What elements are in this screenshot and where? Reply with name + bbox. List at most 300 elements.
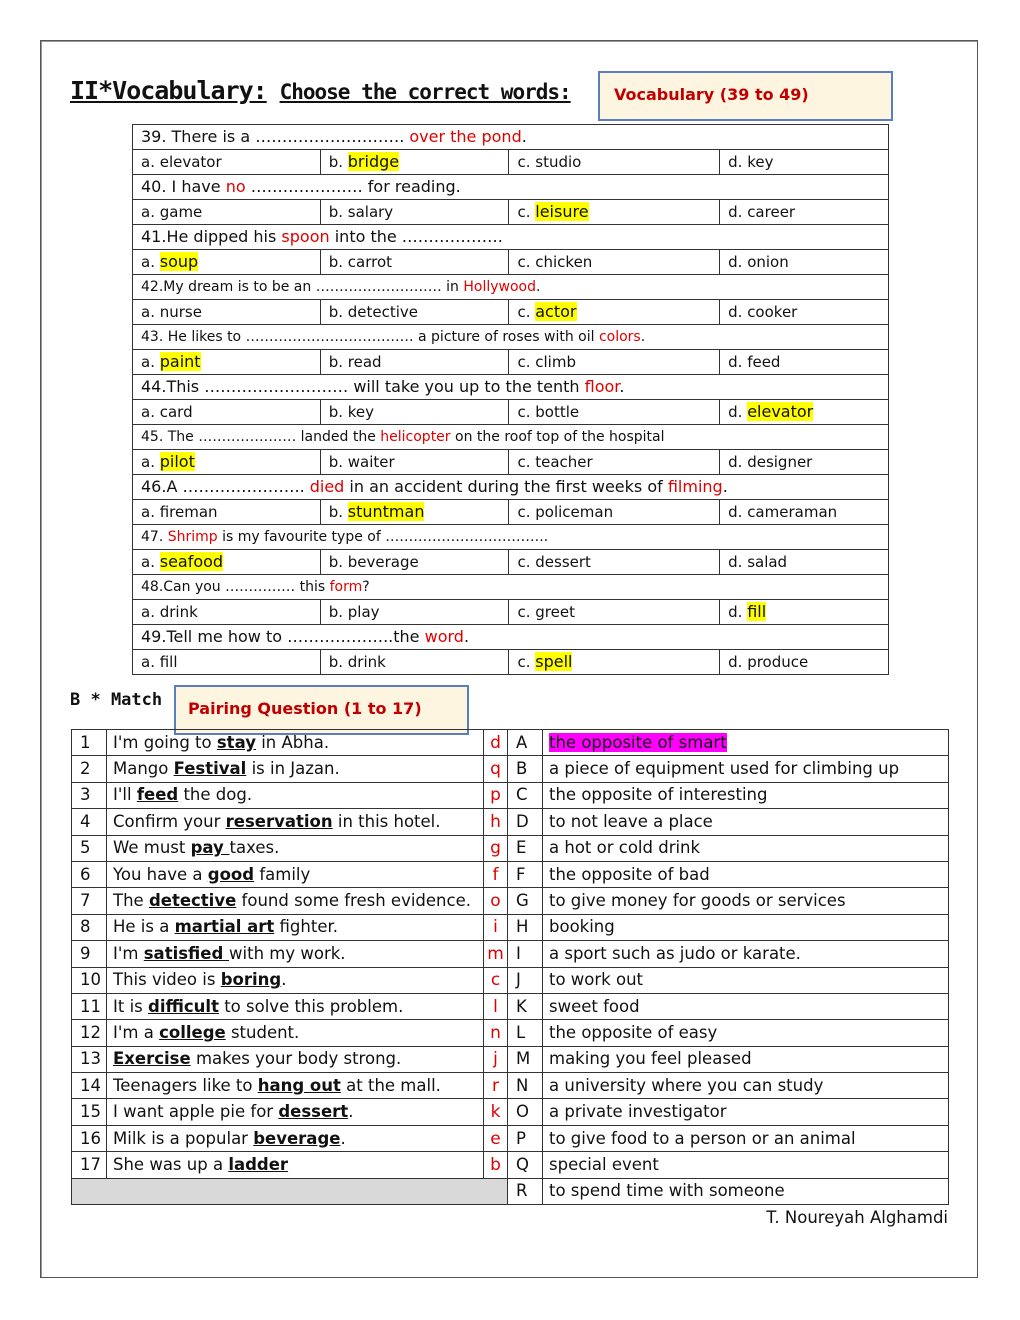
option-cell[interactable] [720, 550, 889, 575]
option-word: key [347, 403, 375, 421]
sentence-keyword: Exercise [113, 1049, 191, 1069]
definition-letter [508, 1152, 543, 1178]
definition-letter [508, 756, 543, 782]
option-letter: d. [728, 603, 748, 621]
match-number [72, 1046, 107, 1072]
match-number [72, 809, 107, 835]
option-cell[interactable] [133, 300, 321, 325]
question-stem [133, 225, 889, 250]
match-answer[interactable] [484, 888, 508, 914]
match-answer[interactable] [484, 1020, 508, 1046]
option-letter: c. [517, 203, 536, 221]
sentence-text: at the mall. [340, 1075, 441, 1095]
option-cell[interactable] [320, 400, 509, 425]
sentence-keyword: stay [216, 732, 256, 752]
sentence-keyword: dessert [278, 1102, 349, 1122]
option-cell[interactable] [720, 200, 889, 225]
definition-letter [508, 888, 543, 914]
definition-letter [508, 941, 543, 967]
option-cell[interactable] [509, 150, 720, 175]
letter: C [516, 785, 528, 805]
option-cell[interactable] [133, 450, 321, 475]
option-word: carrot [347, 253, 393, 271]
match-number [72, 1099, 107, 1125]
letter: F [516, 864, 526, 884]
match-answer[interactable] [484, 1152, 508, 1178]
match-answer[interactable] [484, 1099, 508, 1125]
question-row [133, 125, 889, 150]
option-word: policeman [535, 503, 614, 521]
question-number: 49 [141, 627, 162, 646]
sentence-text: family [254, 864, 311, 884]
match-sentence [107, 1152, 484, 1178]
option-word: feed [747, 353, 781, 371]
option-cell[interactable] [320, 600, 509, 625]
option-cell[interactable] [509, 450, 720, 475]
row-number: 11 [80, 996, 101, 1016]
options-row [133, 250, 889, 275]
answer-letter: o [490, 891, 501, 912]
option-cell[interactable] [509, 400, 720, 425]
option-cell[interactable] [133, 150, 321, 175]
option-answer-highlighted: paint [159, 352, 201, 371]
match-answer[interactable] [484, 1073, 508, 1099]
sentence-text: is in Jazan. [246, 759, 340, 779]
match-answer[interactable] [484, 835, 508, 861]
match-number [72, 1073, 107, 1099]
option-letter: c. [517, 303, 536, 321]
option-cell[interactable] [720, 450, 889, 475]
definition: sweet food [549, 996, 640, 1016]
option-cell[interactable] [720, 250, 889, 275]
answer-letter: k [490, 1102, 501, 1123]
option-word: fireman [159, 503, 218, 521]
options-row [133, 650, 889, 675]
option-cell[interactable] [720, 150, 889, 175]
match-row [72, 861, 949, 887]
option-cell[interactable] [720, 600, 889, 625]
option-word: salary [347, 203, 394, 221]
option-cell[interactable] [509, 500, 720, 525]
option-cell[interactable] [509, 250, 720, 275]
option-letter: c. [517, 353, 536, 371]
match-answer[interactable] [484, 1125, 508, 1151]
definition: a sport such as judo or karate. [549, 943, 801, 963]
vocab-range-label: Vocabulary (39 to 49) [614, 85, 809, 104]
option-cell[interactable] [133, 200, 321, 225]
match-number [72, 914, 107, 940]
option-cell[interactable] [320, 300, 509, 325]
match-row [72, 1046, 949, 1072]
option-cell[interactable] [133, 550, 321, 575]
definition-text [543, 914, 949, 940]
definition: to not leave a place [549, 811, 713, 831]
definition-letter [508, 1020, 543, 1046]
question-stem [133, 325, 889, 350]
question-number: 45 [141, 429, 159, 445]
options-row [133, 350, 889, 375]
sentence-text: taxes. [229, 838, 280, 858]
pairing-range-box [174, 685, 469, 735]
question-text: .A ………………….. [161, 477, 310, 496]
option-cell[interactable] [320, 350, 509, 375]
question-text: died [309, 477, 345, 496]
letter: B [516, 759, 528, 779]
option-answer-highlighted: spell [535, 652, 573, 671]
definition-letter [508, 809, 543, 835]
row-number: 10 [80, 970, 101, 990]
question-stem [133, 475, 889, 500]
question-stem [133, 275, 889, 300]
match-answer[interactable] [484, 1046, 508, 1072]
row-number: 12 [80, 1022, 101, 1042]
option-word: fill [159, 653, 178, 671]
answer-letter: g [490, 838, 501, 859]
match-sentence [107, 1046, 484, 1072]
option-letter: a. [141, 403, 160, 421]
option-cell[interactable] [509, 350, 720, 375]
option-word: salad [747, 553, 788, 571]
sentence-keyword: ladder [228, 1154, 289, 1174]
question-number: 42 [141, 279, 159, 295]
option-word: bottle [535, 403, 580, 421]
option-cell[interactable] [720, 400, 889, 425]
option-letter: d. [728, 303, 748, 321]
match-sentence [107, 861, 484, 887]
answer-letter: r [492, 1075, 499, 1096]
match-number [72, 730, 107, 756]
sentence-keyword: college [159, 1022, 226, 1042]
definition-text [543, 967, 949, 993]
option-letter: b. [328, 603, 348, 621]
definition: a piece of equipment used for climbing up [549, 759, 900, 779]
option-cell[interactable] [320, 450, 509, 475]
sentence-text: It is [113, 996, 149, 1016]
option-letter: a. [141, 653, 160, 671]
match-row [72, 993, 949, 1019]
option-letter: a. [141, 203, 160, 221]
question-number: 43 [141, 329, 159, 345]
sentence-keyword: reservation [225, 811, 333, 831]
question-text: .My dream is to be an ……………………… in [158, 279, 464, 295]
option-word: drink [347, 653, 386, 671]
option-cell[interactable] [320, 550, 509, 575]
sentence-text: I'm going to [113, 732, 217, 752]
answer-letter: l [493, 996, 498, 1017]
option-letter: d. [728, 403, 748, 421]
sentence-text: I want apple pie for [113, 1102, 279, 1122]
option-word: beverage [347, 553, 419, 571]
sentence-text: . [281, 970, 287, 990]
row-number: 6 [80, 864, 91, 884]
option-cell[interactable] [509, 200, 720, 225]
option-cell[interactable] [320, 250, 509, 275]
question-text: . [158, 529, 168, 545]
match-title: B * Match [70, 690, 163, 710]
sentence-keyword: good [207, 864, 255, 884]
definition-text [543, 888, 949, 914]
question-text: . He likes to ……………………………… a picture of roses with oil [158, 329, 599, 345]
sentence-keyword: satisfied [143, 943, 230, 963]
match-row [72, 1099, 949, 1125]
question-text: .Can you …………… this [158, 579, 330, 595]
definition-letter [508, 1099, 543, 1125]
match-row [72, 835, 949, 861]
question-number: 44 [141, 377, 162, 396]
sentence-text: I'll [113, 785, 137, 805]
question-text: . [463, 627, 470, 646]
match-number [72, 888, 107, 914]
sentence-text: The [113, 891, 149, 911]
match-sentence [107, 809, 484, 835]
match-sentence [107, 756, 484, 782]
definition: the opposite of smart [549, 732, 727, 752]
question-text: into the ………………. [329, 227, 503, 246]
option-letter: d. [728, 453, 748, 471]
row-number: 2 [80, 759, 91, 779]
question-text: Hollywood [463, 279, 536, 295]
letter: D [516, 811, 529, 831]
option-word: climb [535, 353, 576, 371]
answer-letter: f [492, 864, 499, 885]
match-sentence [107, 941, 484, 967]
option-cell[interactable] [320, 200, 509, 225]
letter: H [516, 917, 529, 937]
option-cell[interactable] [133, 600, 321, 625]
option-letter: d. [728, 203, 748, 221]
options-row [133, 550, 889, 575]
definition-text [543, 782, 949, 808]
question-text: filming [667, 477, 723, 496]
definition-text [543, 861, 949, 887]
option-letter: c. [517, 653, 536, 671]
definition-text [543, 1152, 949, 1178]
sentence-text: the dog. [178, 785, 253, 805]
match-number [72, 835, 107, 861]
options-row [133, 200, 889, 225]
question-text: . [640, 329, 646, 345]
match-number [72, 756, 107, 782]
question-row [133, 575, 889, 600]
definition-text [543, 1099, 949, 1125]
option-letter: b. [328, 553, 348, 571]
question-row [133, 375, 889, 400]
option-cell[interactable] [320, 500, 509, 525]
definition: booking [549, 917, 615, 937]
sentence-text: Confirm your [113, 811, 226, 831]
question-text: on the roof top of the hospital [450, 429, 665, 445]
match-answer[interactable] [484, 993, 508, 1019]
sentence-keyword: feed [136, 785, 179, 805]
question-text: . [521, 127, 527, 146]
sentence-text: with my work. [229, 943, 346, 963]
option-answer-highlighted: stuntman [347, 502, 425, 521]
match-number [72, 993, 107, 1019]
answer-letter: e [490, 1128, 501, 1149]
sentence-keyword: detective [148, 891, 237, 911]
definition-text [543, 993, 949, 1019]
match-sentence [107, 993, 484, 1019]
sentence-keyword: boring [220, 970, 282, 990]
match-sentence [107, 1125, 484, 1151]
question-text: ………………… for reading. [245, 177, 461, 196]
option-letter: b. [328, 203, 348, 221]
row-number: 9 [80, 943, 91, 963]
question-number: 47 [141, 529, 159, 545]
question-stem [133, 425, 889, 450]
question-text: floor [584, 377, 620, 396]
question-text: . [619, 377, 625, 396]
definition-text [543, 1073, 949, 1099]
option-letter: a. [141, 453, 160, 471]
sentence-keyword: martial art [174, 917, 275, 937]
option-word: key [747, 153, 774, 171]
match-row [72, 782, 949, 808]
option-word: waiter [347, 453, 395, 471]
author-name: T. Noureyah Alghamdi [766, 1208, 948, 1227]
definition-text [543, 756, 949, 782]
option-word: cooker [747, 303, 798, 321]
options-row [133, 500, 889, 525]
option-answer-highlighted: seafood [159, 552, 224, 571]
option-word: drink [159, 603, 198, 621]
question-text: word [424, 627, 464, 646]
title-instruction: Choose the correct words: [279, 80, 571, 104]
question-number: 39 [141, 127, 162, 146]
option-cell[interactable] [133, 650, 321, 675]
letter: O [516, 1102, 529, 1122]
option-word: elevator [159, 153, 222, 171]
match-number [72, 967, 107, 993]
vocab-range-box [598, 71, 893, 121]
question-row [133, 525, 889, 550]
option-letter: d. [728, 153, 748, 171]
letter: J [516, 970, 521, 990]
match-answer[interactable] [484, 782, 508, 808]
definition-text [543, 809, 949, 835]
question-text: .He dipped his [161, 227, 282, 246]
option-letter: b. [328, 403, 348, 421]
question-row [133, 175, 889, 200]
option-letter: c. [517, 153, 536, 171]
answer-letter: i [493, 917, 498, 938]
option-cell[interactable] [133, 500, 321, 525]
option-cell[interactable] [509, 300, 720, 325]
sentence-text: We must [113, 838, 191, 858]
definition-letter [508, 835, 543, 861]
option-cell[interactable] [509, 650, 720, 675]
row-number: 13 [80, 1049, 101, 1069]
row-number: 3 [80, 785, 91, 805]
question-stem [133, 625, 889, 650]
answer-letter: q [490, 759, 501, 780]
option-word: teacher [535, 453, 593, 471]
option-letter: a. [141, 253, 160, 271]
match-row [72, 1125, 949, 1151]
option-word: produce [747, 653, 809, 671]
pairing-range-label: Pairing Question (1 to 17) [188, 699, 422, 718]
question-text: . [722, 477, 728, 496]
option-cell[interactable] [320, 650, 509, 675]
match-answer[interactable] [484, 756, 508, 782]
match-answer[interactable] [484, 967, 508, 993]
option-cell[interactable] [133, 250, 321, 275]
definition-letter [508, 861, 543, 887]
option-letter: d. [728, 553, 748, 571]
match-sentence [107, 888, 484, 914]
option-word: play [347, 603, 380, 621]
options-row [133, 450, 889, 475]
definition: a private investigator [549, 1102, 727, 1122]
match-answer[interactable] [484, 809, 508, 835]
question-stem [133, 525, 889, 550]
match-answer[interactable] [484, 941, 508, 967]
match-answer[interactable] [484, 914, 508, 940]
question-stem [133, 175, 889, 200]
option-cell[interactable] [720, 650, 889, 675]
row-number: 4 [80, 811, 91, 831]
answer-letter: m [487, 943, 504, 964]
option-cell[interactable] [320, 150, 509, 175]
definition-letter [508, 1125, 543, 1151]
row-number: 15 [80, 1102, 101, 1122]
option-cell[interactable] [720, 500, 889, 525]
definition: the opposite of easy [549, 1022, 718, 1042]
sentence-keyword: Festival [173, 759, 247, 779]
sentence-keyword: beverage [253, 1128, 341, 1148]
definition: a university where you can study [549, 1075, 824, 1095]
match-answer[interactable] [484, 861, 508, 887]
question-text: . The ………………… landed the [158, 429, 381, 445]
sentence-text: I'm a [113, 1022, 160, 1042]
option-cell[interactable] [509, 600, 720, 625]
match-sentence [107, 1073, 484, 1099]
sentence-text: Mango [113, 759, 174, 779]
option-cell[interactable] [720, 300, 889, 325]
option-cell[interactable] [133, 400, 321, 425]
option-cell[interactable] [509, 550, 720, 575]
option-word: studio [535, 153, 582, 171]
question-number: 48 [141, 579, 159, 595]
option-word: dessert [535, 553, 591, 571]
definition-text [543, 941, 949, 967]
definition-letter [508, 730, 543, 756]
option-word: onion [747, 253, 789, 271]
option-letter: b. [328, 303, 348, 321]
letter: Q [516, 1154, 529, 1174]
option-answer-highlighted: soup [159, 252, 199, 271]
letter: N [516, 1075, 529, 1095]
option-letter: a. [141, 603, 160, 621]
row-number: 14 [80, 1075, 101, 1095]
match-row [72, 730, 949, 756]
row-number: 5 [80, 838, 91, 858]
question-text: colors [598, 329, 641, 345]
option-answer-highlighted: bridge [347, 152, 400, 171]
match-answer[interactable] [484, 730, 508, 756]
option-cell[interactable] [720, 350, 889, 375]
option-cell[interactable] [133, 350, 321, 375]
sentence-text: . [348, 1102, 354, 1122]
option-letter: c. [517, 403, 536, 421]
match-number [72, 941, 107, 967]
match-number [72, 1020, 107, 1046]
sentence-text: Milk is a popular [113, 1128, 254, 1148]
definition: to work out [549, 970, 644, 990]
question-text: . [536, 279, 541, 295]
match-row [72, 967, 949, 993]
option-letter: c. [517, 553, 536, 571]
